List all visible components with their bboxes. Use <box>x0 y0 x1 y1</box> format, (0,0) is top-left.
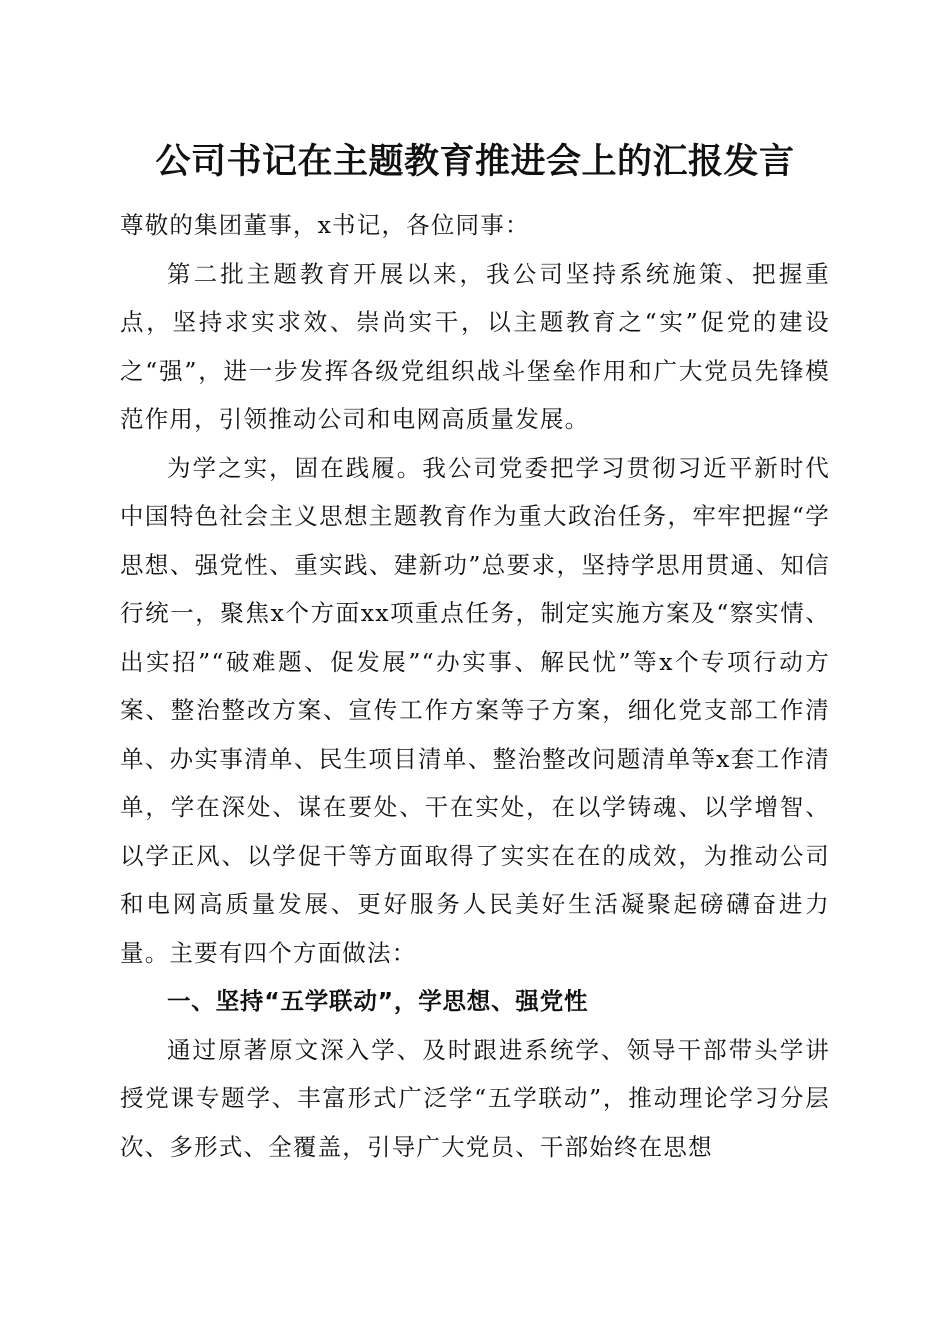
paragraph-intro: 第二批主题教育开展以来，我公司坚持系统施策、把握重点，坚持求实求效、崇尚实干，以主题教育之“实”促党的建设之“强”，进一步发挥各级党组织战斗堡垒作用和广大党员先锋模范作用，引领推动公司和电网高质量发展。 <box>120 259 830 433</box>
paragraph-section-one: 通过原著原文深入学、及时跟进系统学、领导干部带头学讲授党课专题学、丰富形式广泛学“五学联动”，推动理论学习分层次、多形式、全覆盖，引导广大党员、干部始终在思想 <box>120 1035 830 1161</box>
salutation: 尊敬的集团董事，x书记，各位同事： <box>120 211 530 239</box>
document-title: 公司书记在主题教育推进会上的汇报发言 <box>155 141 795 182</box>
paragraph-study: 为学之实，固在践履。我公司党委把学习贯彻习近平新时代中国特色社会主义思想主题教育作为重大政治任务，牢牢把握“学思想、强党性、重实践、建新功”总要求，坚持学思用贯通、知信行统一，聚焦x个方面xx项重点任务，制定实施方案及“察实情、出实招”“破难题、促发展”“办实事、解民忧”等x个专项行动方案、整治整改方案、宣传工作方案等子方案，细化党支部工作清单、办实事清单、民生项目清单、整治整改问题清单等x套工作清单，学在深处、谋在要处、干在实处，在以学铸魂、以学增智、以学正风、以学促干等方面取得了实实在在的成效，为推动公司和电网高质量发展、更好服务人民美好生活凝聚起磅礴奋进力量。主要有四个方面做法： <box>120 453 830 967</box>
section-heading: 一、坚持“五学联动”，学思想、强党性 <box>167 987 589 1015</box>
document-body <box>120 201 830 1171</box>
